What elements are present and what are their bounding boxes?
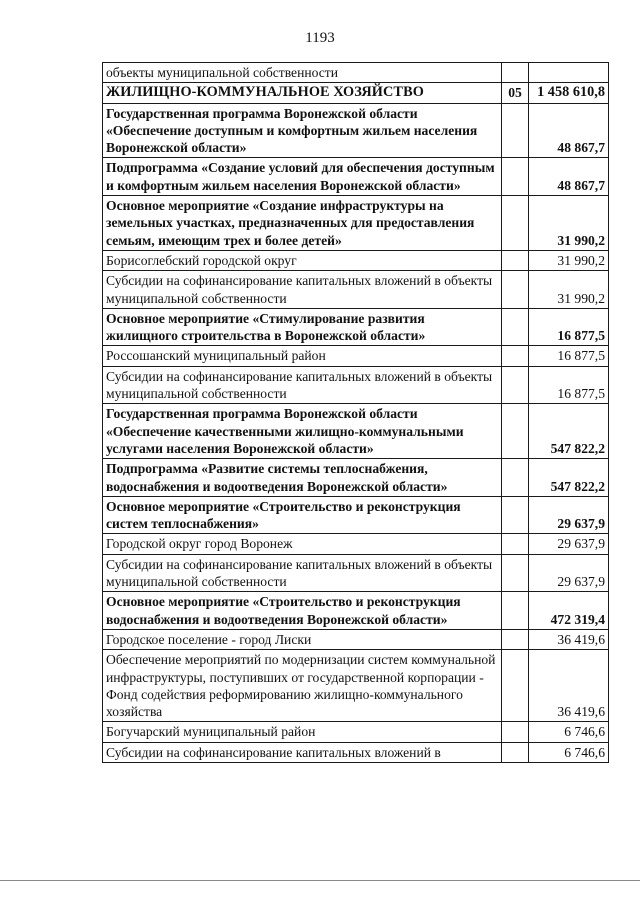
row-name-cell: Подпрограмма «Развитие системы теплоснабжения, водоснабжения и водоотведения Воронежской области»: [103, 459, 502, 497]
row-amount-cell: 6 746,6: [529, 722, 609, 742]
row-name-cell: Государственная программа Воронежской области «Обеспечение доступным и комфортным жильем населения Воронежской области»: [103, 103, 502, 158]
row-name-cell: Субсидии на софинансирование капитальных вложений в: [103, 742, 502, 762]
page-number: 1193: [305, 30, 335, 46]
row-name-cell: Основное мероприятие «Создание инфраструктуры на земельных участках, предназначенных для предоставления семьям, имеющим трех и более детей»: [103, 196, 502, 251]
row-section-cell: [502, 459, 529, 497]
row-amount-cell: 6 746,6: [529, 742, 609, 762]
row-name-cell: Россошанский муниципальный район: [103, 346, 502, 366]
table-row: [103, 271, 609, 309]
row-section-cell: [502, 308, 529, 346]
row-name-cell: Основное мероприятие «Стимулирование развития жилищного строительства в Воронежской области»: [103, 308, 502, 346]
table-row: [103, 308, 609, 346]
table-row: [103, 496, 609, 534]
row-name-cell: Основное мероприятие «Строительство и реконструкция водоснабжения и водоотведения Воронежской области»: [103, 592, 502, 630]
row-amount-cell: 48 867,7: [529, 103, 609, 158]
table-row: [103, 196, 609, 251]
row-amount-cell: 16 877,5: [529, 308, 609, 346]
row-section-cell: [502, 629, 529, 649]
row-section-cell: [502, 592, 529, 630]
row-amount-cell: 36 419,6: [529, 629, 609, 649]
row-name-cell: Борисоглебский городской округ: [103, 250, 502, 270]
row-section-cell: [502, 496, 529, 534]
table-row: [103, 346, 609, 366]
row-section-cell: 05: [502, 83, 529, 103]
table-row: [103, 722, 609, 742]
table-row: [103, 63, 609, 83]
row-name-cell: Подпрограмма «Создание условий для обеспечения доступным и комфортным жильем населения Воронежской области»: [103, 158, 502, 196]
row-amount-cell: 29 637,9: [529, 534, 609, 554]
table-row: [103, 650, 609, 722]
table-row: [103, 158, 609, 196]
budget-table-body: [103, 63, 609, 763]
row-name-cell: Субсидии на софинансирование капитальных вложений в объекты муниципальной собственности: [103, 554, 502, 592]
row-name-cell: Государственная программа Воронежской области «Обеспечение качественными жилищно-коммунальными услугами населения Воронежской области»: [103, 404, 502, 459]
table-row: [103, 459, 609, 497]
row-amount-cell: 31 990,2: [529, 196, 609, 251]
row-section-cell: [502, 554, 529, 592]
row-amount-cell: 29 637,9: [529, 496, 609, 534]
table-row: [103, 629, 609, 649]
row-name-cell: Богучарский муниципальный район: [103, 722, 502, 742]
row-section-cell: [502, 722, 529, 742]
row-name-cell: ЖИЛИЩНО-КОММУНАЛЬНОЕ ХОЗЯЙСТВО: [103, 83, 502, 103]
row-amount-cell: 29 637,9: [529, 554, 609, 592]
row-name-cell: Субсидии на софинансирование капитальных вложений в объекты муниципальной собственности: [103, 366, 502, 404]
row-section-cell: [502, 250, 529, 270]
row-name-cell: объекты муниципальной собственности: [103, 63, 502, 83]
row-section-cell: [502, 63, 529, 83]
table-row: [103, 554, 609, 592]
table-row: [103, 404, 609, 459]
row-amount-cell: 16 877,5: [529, 346, 609, 366]
row-section-cell: [502, 346, 529, 366]
table-row: [103, 534, 609, 554]
row-section-cell: [502, 196, 529, 251]
row-amount-cell: 31 990,2: [529, 271, 609, 309]
row-amount-cell: 547 822,2: [529, 404, 609, 459]
row-section-cell: [502, 366, 529, 404]
row-name-cell: Обеспечение мероприятий по модернизации систем коммунальной инфраструктуры, поступивших от государственной корпорации - Фонд содействия реформированию жилищно-коммунального хозяйства: [103, 650, 502, 722]
row-section-cell: [502, 742, 529, 762]
table-row: [103, 250, 609, 270]
table-row: [103, 83, 609, 103]
row-amount-cell: [529, 63, 609, 83]
table-row: [103, 592, 609, 630]
row-section-cell: [502, 103, 529, 158]
row-name-cell: Городской округ город Воронеж: [103, 534, 502, 554]
row-amount-cell: 16 877,5: [529, 366, 609, 404]
row-section-cell: [502, 650, 529, 722]
row-name-cell: Городское поселение - город Лиски: [103, 629, 502, 649]
row-amount-cell: 36 419,6: [529, 650, 609, 722]
row-section-cell: [502, 404, 529, 459]
row-section-cell: [502, 534, 529, 554]
row-amount-cell: 31 990,2: [529, 250, 609, 270]
row-name-cell: Основное мероприятие «Строительство и реконструкция систем теплоснабжения»: [103, 496, 502, 534]
table-row: [103, 366, 609, 404]
row-name-cell: Субсидии на софинансирование капитальных вложений в объекты муниципальной собственности: [103, 271, 502, 309]
row-section-cell: [502, 158, 529, 196]
page-bottom-rule: [0, 880, 640, 881]
row-amount-cell: 472 319,4: [529, 592, 609, 630]
row-amount-cell: 547 822,2: [529, 459, 609, 497]
table-row: [103, 742, 609, 762]
row-section-cell: [502, 271, 529, 309]
row-amount-cell: 1 458 610,8: [529, 83, 609, 103]
table-row: [103, 103, 609, 158]
row-amount-cell: 48 867,7: [529, 158, 609, 196]
budget-table: [102, 62, 609, 763]
